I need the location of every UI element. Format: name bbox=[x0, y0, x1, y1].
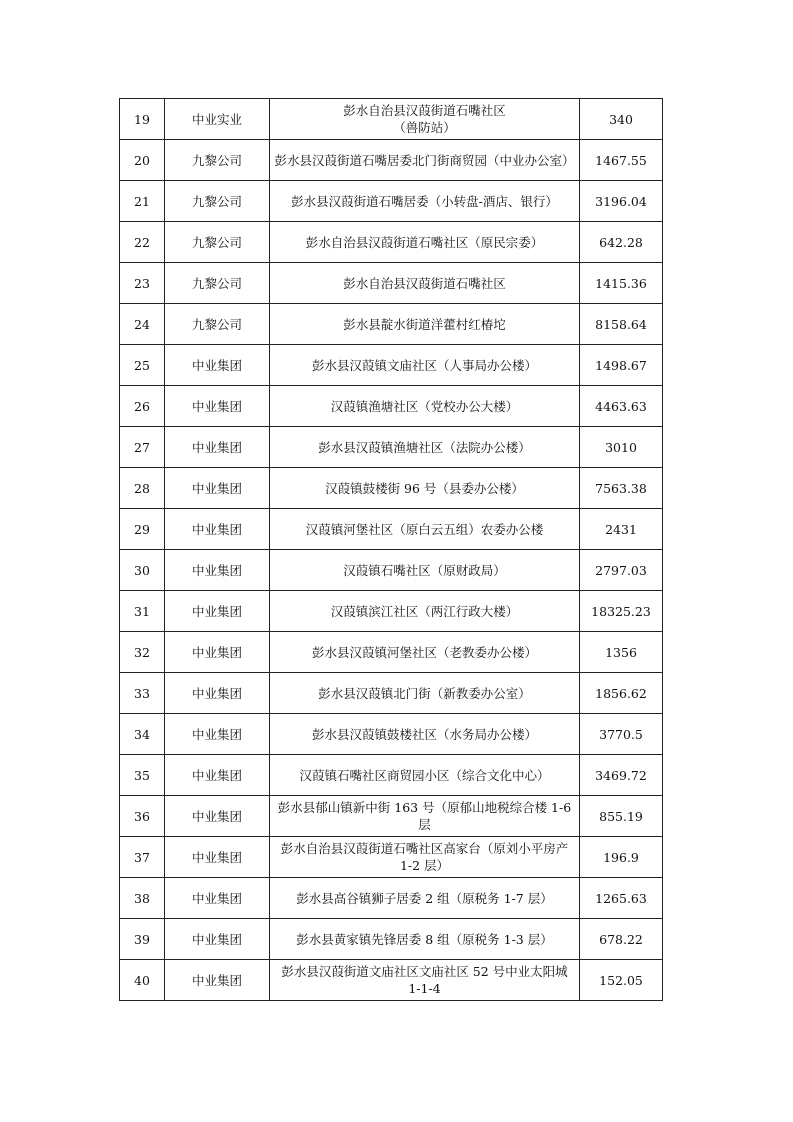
table-row bbox=[120, 345, 663, 386]
table-row bbox=[120, 509, 663, 550]
company-name: 九黎公司 bbox=[165, 140, 270, 181]
property-address bbox=[270, 837, 580, 878]
property-address bbox=[270, 960, 580, 1001]
table-row bbox=[120, 468, 663, 509]
area-value: 3196.04 bbox=[580, 181, 663, 222]
area-value: 4463.63 bbox=[580, 386, 663, 427]
address-line: 彭水县汉葭镇北门街（新教委办公室） bbox=[318, 685, 531, 701]
row-number: 36 bbox=[120, 796, 165, 837]
property-address bbox=[270, 468, 580, 509]
address-line: 彭水自治县汉葭街道石嘴社区 bbox=[343, 275, 506, 291]
row-number: 40 bbox=[120, 960, 165, 1001]
property-address bbox=[270, 755, 580, 796]
address-line: 彭水县靛水街道洋藿村红椿坨 bbox=[343, 316, 506, 332]
address-line: 层 bbox=[418, 817, 431, 832]
area-value: 3469.72 bbox=[580, 755, 663, 796]
table-row bbox=[120, 99, 663, 140]
address-line: （兽防站） bbox=[393, 120, 456, 135]
table-row bbox=[120, 304, 663, 345]
table-row bbox=[120, 878, 663, 919]
row-number: 25 bbox=[120, 345, 165, 386]
address-line: 汉葭镇滨江社区（两江行政大楼） bbox=[330, 603, 519, 619]
address-line: 彭水自治县汉葭街道石嘴社区 bbox=[343, 103, 506, 118]
company-name: 中业集团 bbox=[165, 960, 270, 1001]
table-row bbox=[120, 919, 663, 960]
company-name: 中业集团 bbox=[165, 550, 270, 591]
area-value: 7563.38 bbox=[580, 468, 663, 509]
row-number: 31 bbox=[120, 591, 165, 632]
table-row bbox=[120, 755, 663, 796]
property-address bbox=[270, 714, 580, 755]
company-name: 中业集团 bbox=[165, 386, 270, 427]
address-line: 彭水县汉葭镇鼓楼社区（水务局办公楼） bbox=[311, 726, 537, 742]
address-line: 1-1-4 bbox=[408, 981, 441, 996]
row-number: 24 bbox=[120, 304, 165, 345]
company-name: 中业集团 bbox=[165, 714, 270, 755]
company-name: 中业集团 bbox=[165, 878, 270, 919]
address-line: 彭水县汉葭镇文庙社区（人事局办公楼） bbox=[311, 357, 537, 373]
table-row bbox=[120, 263, 663, 304]
company-name: 中业集团 bbox=[165, 673, 270, 714]
table-row bbox=[120, 714, 663, 755]
area-value: 152.05 bbox=[580, 960, 663, 1001]
area-value: 340 bbox=[580, 99, 663, 140]
address-line: 汉葭镇鼓楼街 96 号（县委办公楼） bbox=[325, 480, 524, 496]
table-row bbox=[120, 632, 663, 673]
row-number: 32 bbox=[120, 632, 165, 673]
property-address bbox=[270, 878, 580, 919]
table-row bbox=[120, 837, 663, 878]
area-value: 855.19 bbox=[580, 796, 663, 837]
row-number: 28 bbox=[120, 468, 165, 509]
row-number: 34 bbox=[120, 714, 165, 755]
company-name: 中业集团 bbox=[165, 919, 270, 960]
address-line: 彭水县汉葭街道文庙社区文庙社区 52 号中业太阳城 bbox=[281, 964, 568, 979]
table-row bbox=[120, 960, 663, 1001]
table-row bbox=[120, 796, 663, 837]
company-name: 九黎公司 bbox=[165, 222, 270, 263]
company-name: 九黎公司 bbox=[165, 181, 270, 222]
company-name: 中业集团 bbox=[165, 632, 270, 673]
property-address bbox=[270, 509, 580, 550]
row-number: 38 bbox=[120, 878, 165, 919]
area-value: 1415.36 bbox=[580, 263, 663, 304]
property-address bbox=[270, 99, 580, 140]
property-address bbox=[270, 427, 580, 468]
company-name: 中业集团 bbox=[165, 837, 270, 878]
area-value: 1467.55 bbox=[580, 140, 663, 181]
address-line: 彭水县汉葭镇渔塘社区（法院办公楼） bbox=[318, 439, 531, 455]
property-address bbox=[270, 263, 580, 304]
address-line: 彭水县郁山镇新中街 163 号（原郁山地税综合楼 1-6 bbox=[277, 800, 572, 815]
row-number: 39 bbox=[120, 919, 165, 960]
company-name: 中业集团 bbox=[165, 755, 270, 796]
row-number: 29 bbox=[120, 509, 165, 550]
company-name: 中业集团 bbox=[165, 427, 270, 468]
row-number: 23 bbox=[120, 263, 165, 304]
row-number: 27 bbox=[120, 427, 165, 468]
address-line: 彭水县黄家镇先锋居委 8 组（原税务 1-3 层） bbox=[296, 931, 553, 947]
table-row bbox=[120, 591, 663, 632]
table-row bbox=[120, 386, 663, 427]
table-row bbox=[120, 673, 663, 714]
address-line: 汉葭镇石嘴社区（原财政局） bbox=[343, 562, 506, 578]
area-value: 2797.03 bbox=[580, 550, 663, 591]
area-value: 196.9 bbox=[580, 837, 663, 878]
table-row bbox=[120, 140, 663, 181]
property-address bbox=[270, 591, 580, 632]
area-value: 18325.23 bbox=[580, 591, 663, 632]
company-name: 九黎公司 bbox=[165, 263, 270, 304]
property-address bbox=[270, 550, 580, 591]
area-value: 3770.5 bbox=[580, 714, 663, 755]
company-name: 中业集团 bbox=[165, 345, 270, 386]
address-line: 汉葭镇石嘴社区商贸园小区（综合文化中心） bbox=[299, 767, 550, 783]
row-number: 20 bbox=[120, 140, 165, 181]
property-address bbox=[270, 919, 580, 960]
row-number: 30 bbox=[120, 550, 165, 591]
address-line: 彭水自治县汉葭街道石嘴社区高家台（原刘小平房产 bbox=[280, 841, 569, 856]
property-address bbox=[270, 140, 580, 181]
table-row bbox=[120, 550, 663, 591]
company-name: 九黎公司 bbox=[165, 304, 270, 345]
row-number: 35 bbox=[120, 755, 165, 796]
property-address bbox=[270, 181, 580, 222]
area-value: 1856.62 bbox=[580, 673, 663, 714]
property-address bbox=[270, 222, 580, 263]
table-row bbox=[120, 181, 663, 222]
area-value: 2431 bbox=[580, 509, 663, 550]
area-value: 1356 bbox=[580, 632, 663, 673]
area-value: 8158.64 bbox=[580, 304, 663, 345]
area-value: 1498.67 bbox=[580, 345, 663, 386]
address-line: 汉葭镇渔塘社区（党校办公大楼） bbox=[330, 398, 519, 414]
address-line: 彭水县汉葭镇河堡社区（老教委办公楼） bbox=[311, 644, 537, 660]
table-body bbox=[120, 99, 663, 1001]
property-table bbox=[119, 98, 663, 1001]
address-line: 彭水县汉葭街道石嘴居委北门街商贸园（中业办公室） bbox=[274, 152, 575, 168]
area-value: 3010 bbox=[580, 427, 663, 468]
row-number: 21 bbox=[120, 181, 165, 222]
property-address bbox=[270, 796, 580, 837]
company-name: 中业实业 bbox=[165, 99, 270, 140]
row-number: 22 bbox=[120, 222, 165, 263]
company-name: 中业集团 bbox=[165, 509, 270, 550]
address-line: 汉葭镇河堡社区（原白云五组）农委办公楼 bbox=[305, 521, 544, 537]
row-number: 33 bbox=[120, 673, 165, 714]
row-number: 37 bbox=[120, 837, 165, 878]
address-line: 彭水县高谷镇狮子居委 2 组（原税务 1-7 层） bbox=[296, 890, 553, 906]
address-line: 1-2 层） bbox=[399, 858, 450, 873]
company-name: 中业集团 bbox=[165, 796, 270, 837]
property-address bbox=[270, 386, 580, 427]
address-line: 彭水县汉葭街道石嘴居委（小转盘-酒店、银行） bbox=[291, 193, 558, 209]
row-number: 19 bbox=[120, 99, 165, 140]
property-address bbox=[270, 304, 580, 345]
property-address bbox=[270, 345, 580, 386]
property-address bbox=[270, 632, 580, 673]
row-number: 26 bbox=[120, 386, 165, 427]
company-name: 中业集团 bbox=[165, 591, 270, 632]
area-value: 642.28 bbox=[580, 222, 663, 263]
table-row bbox=[120, 222, 663, 263]
company-name: 中业集团 bbox=[165, 468, 270, 509]
area-value: 1265.63 bbox=[580, 878, 663, 919]
address-line: 彭水自治县汉葭街道石嘴社区（原民宗委） bbox=[305, 234, 544, 250]
area-value: 678.22 bbox=[580, 919, 663, 960]
table-row bbox=[120, 427, 663, 468]
property-address bbox=[270, 673, 580, 714]
